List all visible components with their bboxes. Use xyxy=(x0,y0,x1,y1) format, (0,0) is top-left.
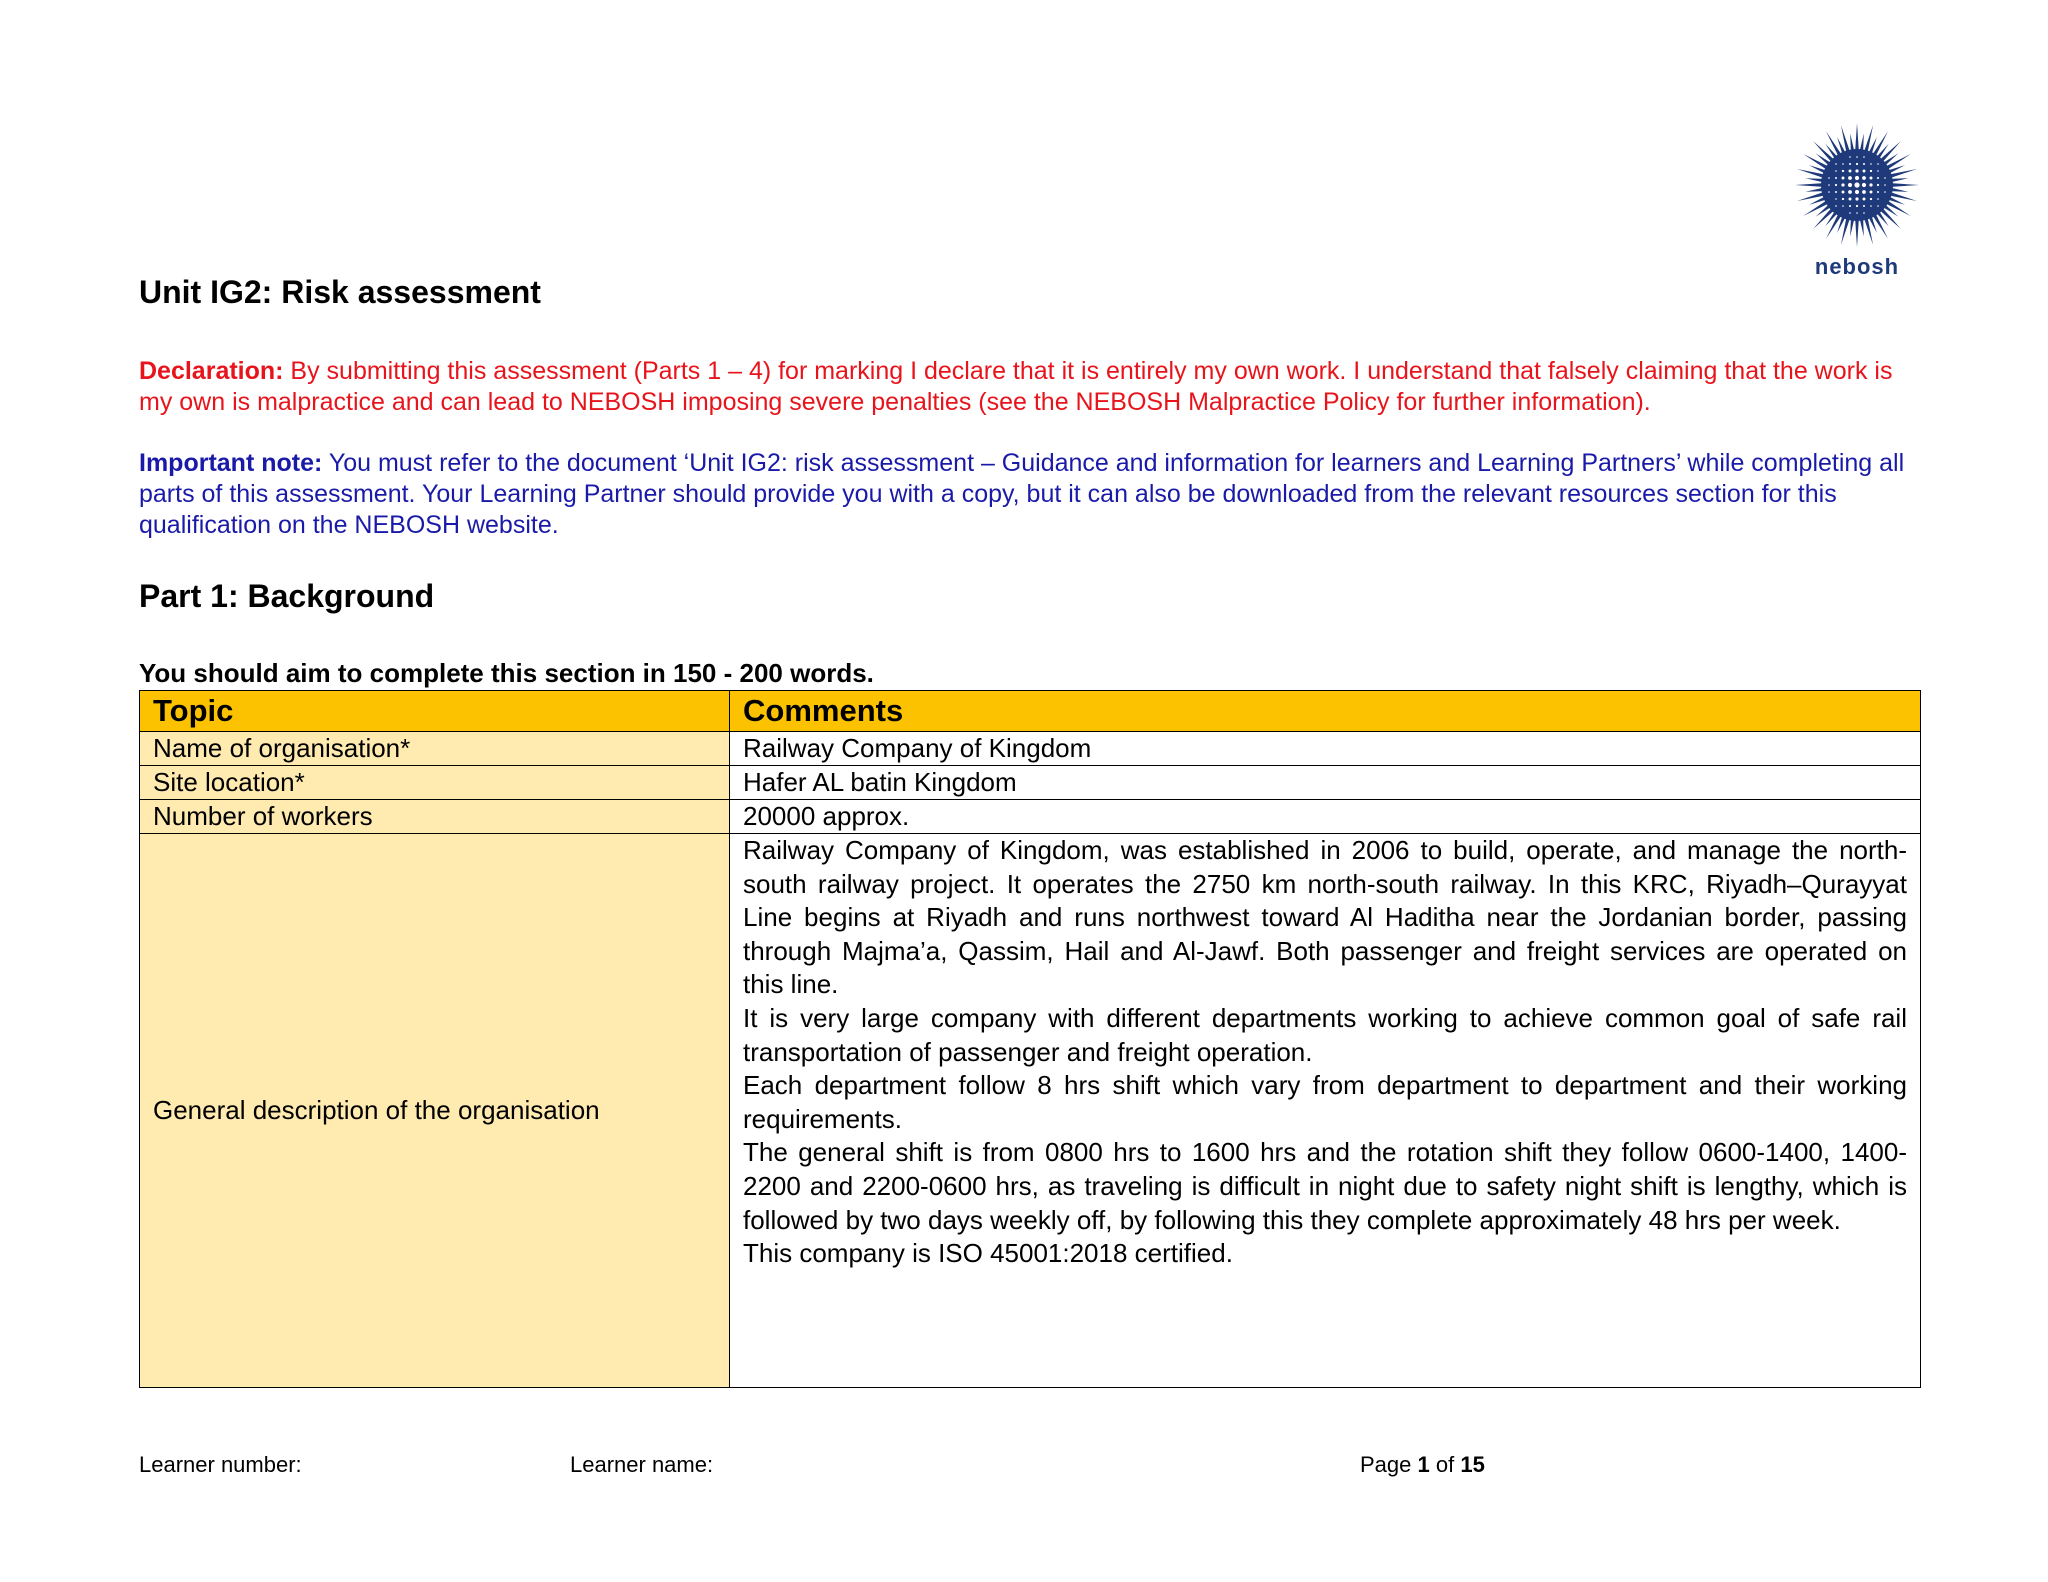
logo-dot xyxy=(1877,198,1879,200)
logo-dot xyxy=(1863,205,1865,207)
logo-dot xyxy=(1828,177,1830,179)
logo-dot xyxy=(1862,176,1866,180)
logo-dot xyxy=(1835,170,1837,172)
logo-dot xyxy=(1849,170,1852,173)
logo-dot xyxy=(1855,197,1858,200)
logo-dot xyxy=(1856,205,1858,207)
logo-dot xyxy=(1835,163,1837,165)
logo-dot xyxy=(1877,205,1879,207)
table-row xyxy=(140,732,1921,766)
table-row xyxy=(140,834,1921,1388)
page-total: 15 xyxy=(1460,1452,1485,1477)
logo-dot xyxy=(1842,198,1844,200)
logo-dot xyxy=(1842,163,1844,165)
logo-dot xyxy=(1877,163,1879,165)
table-header-row xyxy=(140,691,1921,732)
description-paragraph: It is very large company with different departments working to achieve common goal of safe rail transportation of passenger and freight operation. xyxy=(743,1002,1907,1067)
important-note-text: You must refer to the document ‘Unit IG2: risk assessment – Guidance and information for learners and Learning Partners’ while completing all parts of this assessment. Your Learning Partner should provide you with a copy, but it can also be downloaded from the relevant resources section for this qualification on the NEBOSH website. xyxy=(139,449,1905,539)
logo-dot xyxy=(1849,212,1851,214)
logo-dot xyxy=(1856,163,1858,165)
logo-dot xyxy=(1835,198,1837,200)
nebosh-logo xyxy=(1782,120,1932,290)
page-number xyxy=(1360,1452,1485,1478)
important-note-label: Important note: xyxy=(139,449,323,477)
page-current: 1 xyxy=(1417,1452,1430,1477)
row-topic-site-location: Site location* xyxy=(140,766,730,800)
nebosh-starburst-icon xyxy=(1782,120,1932,250)
logo-dot xyxy=(1828,184,1830,186)
learner-name-label: Learner name: xyxy=(570,1452,714,1477)
logo-dot xyxy=(1828,191,1830,193)
logo-dot xyxy=(1863,212,1865,214)
table-row xyxy=(140,766,1921,800)
learner-number-label: Learner number: xyxy=(139,1452,302,1477)
row-topic-organisation-name: Name of organisation* xyxy=(140,732,730,766)
logo-dot xyxy=(1869,183,1872,186)
logo-dot xyxy=(1849,198,1852,201)
logo-dot xyxy=(1877,170,1879,172)
logo-dot xyxy=(1863,163,1865,165)
description-paragraph: This company is ISO 45001:2018 certified. xyxy=(743,1238,1233,1269)
important-note-paragraph xyxy=(139,448,1929,541)
declaration-paragraph xyxy=(139,356,1929,418)
logo-dot xyxy=(1855,190,1859,194)
header-topic: Topic xyxy=(140,691,730,732)
page-prefix: Page xyxy=(1360,1452,1418,1477)
logo-dot xyxy=(1884,191,1886,193)
logo-dot xyxy=(1835,191,1837,193)
logo-dot xyxy=(1854,182,1859,187)
description-paragraph: Railway Company of Kingdom, was established in 2006 to build, operate, and manage the north-south railway project. It operates the 2750 km north-south railway. In this KRC, Riyadh–Qurayyat Line begins at Riyadh and runs northwest toward Al Haditha near the Jordanian border, passing through Majma’a, Qassim, Hail and Al-Jawf. Both passenger and freight services are operated on this line. xyxy=(743,835,1907,1000)
row-comment-general-description[interactable] xyxy=(730,834,1921,1388)
logo-dot xyxy=(1856,156,1858,158)
logo-dot xyxy=(1849,156,1851,158)
row-comment-organisation-name[interactable]: Railway Company of Kingdom xyxy=(730,732,1921,766)
declaration-label: Declaration: xyxy=(139,357,284,385)
logo-dot xyxy=(1848,183,1852,187)
logo-dot xyxy=(1870,198,1872,200)
logo-dot xyxy=(1835,177,1837,179)
logo-dot xyxy=(1842,205,1844,207)
logo-dot xyxy=(1863,156,1865,158)
part1-heading: Part 1: Background xyxy=(139,578,435,614)
row-comment-site-location[interactable]: Hafer AL batin Kingdom xyxy=(730,766,1921,800)
table-row xyxy=(140,800,1921,834)
description-paragraph: The general shift is from 0800 hrs to 1600 hrs and the rotation shift they follow 0600-1400, 1400-2200 and 2200-0600 hrs, as traveling is difficult in night due to safety night shift is lengthy, which is followed by two days weekly off, by following this they complete approximately 48 hrs per week. xyxy=(743,1137,1907,1235)
logo-dot xyxy=(1849,163,1851,165)
description-paragraph: Each department follow 8 hrs shift which vary from department to department and their working requirements. xyxy=(743,1070,1907,1134)
logo-dot xyxy=(1870,177,1873,180)
logo-dot xyxy=(1856,212,1858,214)
logo-dot xyxy=(1848,190,1852,194)
logo-dot xyxy=(1870,205,1872,207)
logo-dot xyxy=(1849,205,1851,207)
logo-dot xyxy=(1877,191,1879,193)
logo-wordmark: nebosh xyxy=(1814,254,1900,279)
row-comment-number-of-workers[interactable]: 20000 approx. xyxy=(730,800,1921,834)
logo-dot xyxy=(1862,190,1866,194)
logo-dot xyxy=(1842,170,1844,172)
logo-dot xyxy=(1870,191,1873,194)
word-count-instruction: You should aim to complete this section in 150 - 200 words. xyxy=(139,658,874,688)
row-topic-number-of-workers: Number of workers xyxy=(140,800,730,834)
background-table xyxy=(139,690,1921,1388)
logo-dot xyxy=(1870,163,1872,165)
row-topic-general-description: General description of the organisation xyxy=(140,834,730,1388)
logo-dot xyxy=(1848,176,1852,180)
page-of: of xyxy=(1429,1452,1461,1477)
declaration-text: By submitting this assessment (Parts 1 – 4) for marking I declare that it is entirely my own work. I understand that falsely claiming that the work is my own is malpractice and can lead to NEBOSH imposing severe penalties (see the NEBOSH Malpractice Policy for further information). xyxy=(139,357,1893,416)
logo-dot xyxy=(1863,170,1866,173)
logo-dot xyxy=(1842,177,1845,180)
logo-dot xyxy=(1842,191,1845,194)
page-title: Unit IG2: Risk assessment xyxy=(139,274,541,310)
logo-dot xyxy=(1835,184,1837,186)
logo-dot xyxy=(1870,170,1872,172)
logo-dot xyxy=(1863,198,1866,201)
logo-dot xyxy=(1835,205,1837,207)
logo-dot xyxy=(1884,177,1886,179)
logo-dot xyxy=(1877,177,1879,179)
header-comments: Comments xyxy=(730,691,1921,732)
logo-dot xyxy=(1841,183,1844,186)
logo-dot xyxy=(1877,184,1879,186)
logo-dot xyxy=(1855,169,1858,172)
logo-dot xyxy=(1855,176,1859,180)
logo-dot xyxy=(1884,184,1886,186)
logo-dot xyxy=(1862,183,1866,187)
